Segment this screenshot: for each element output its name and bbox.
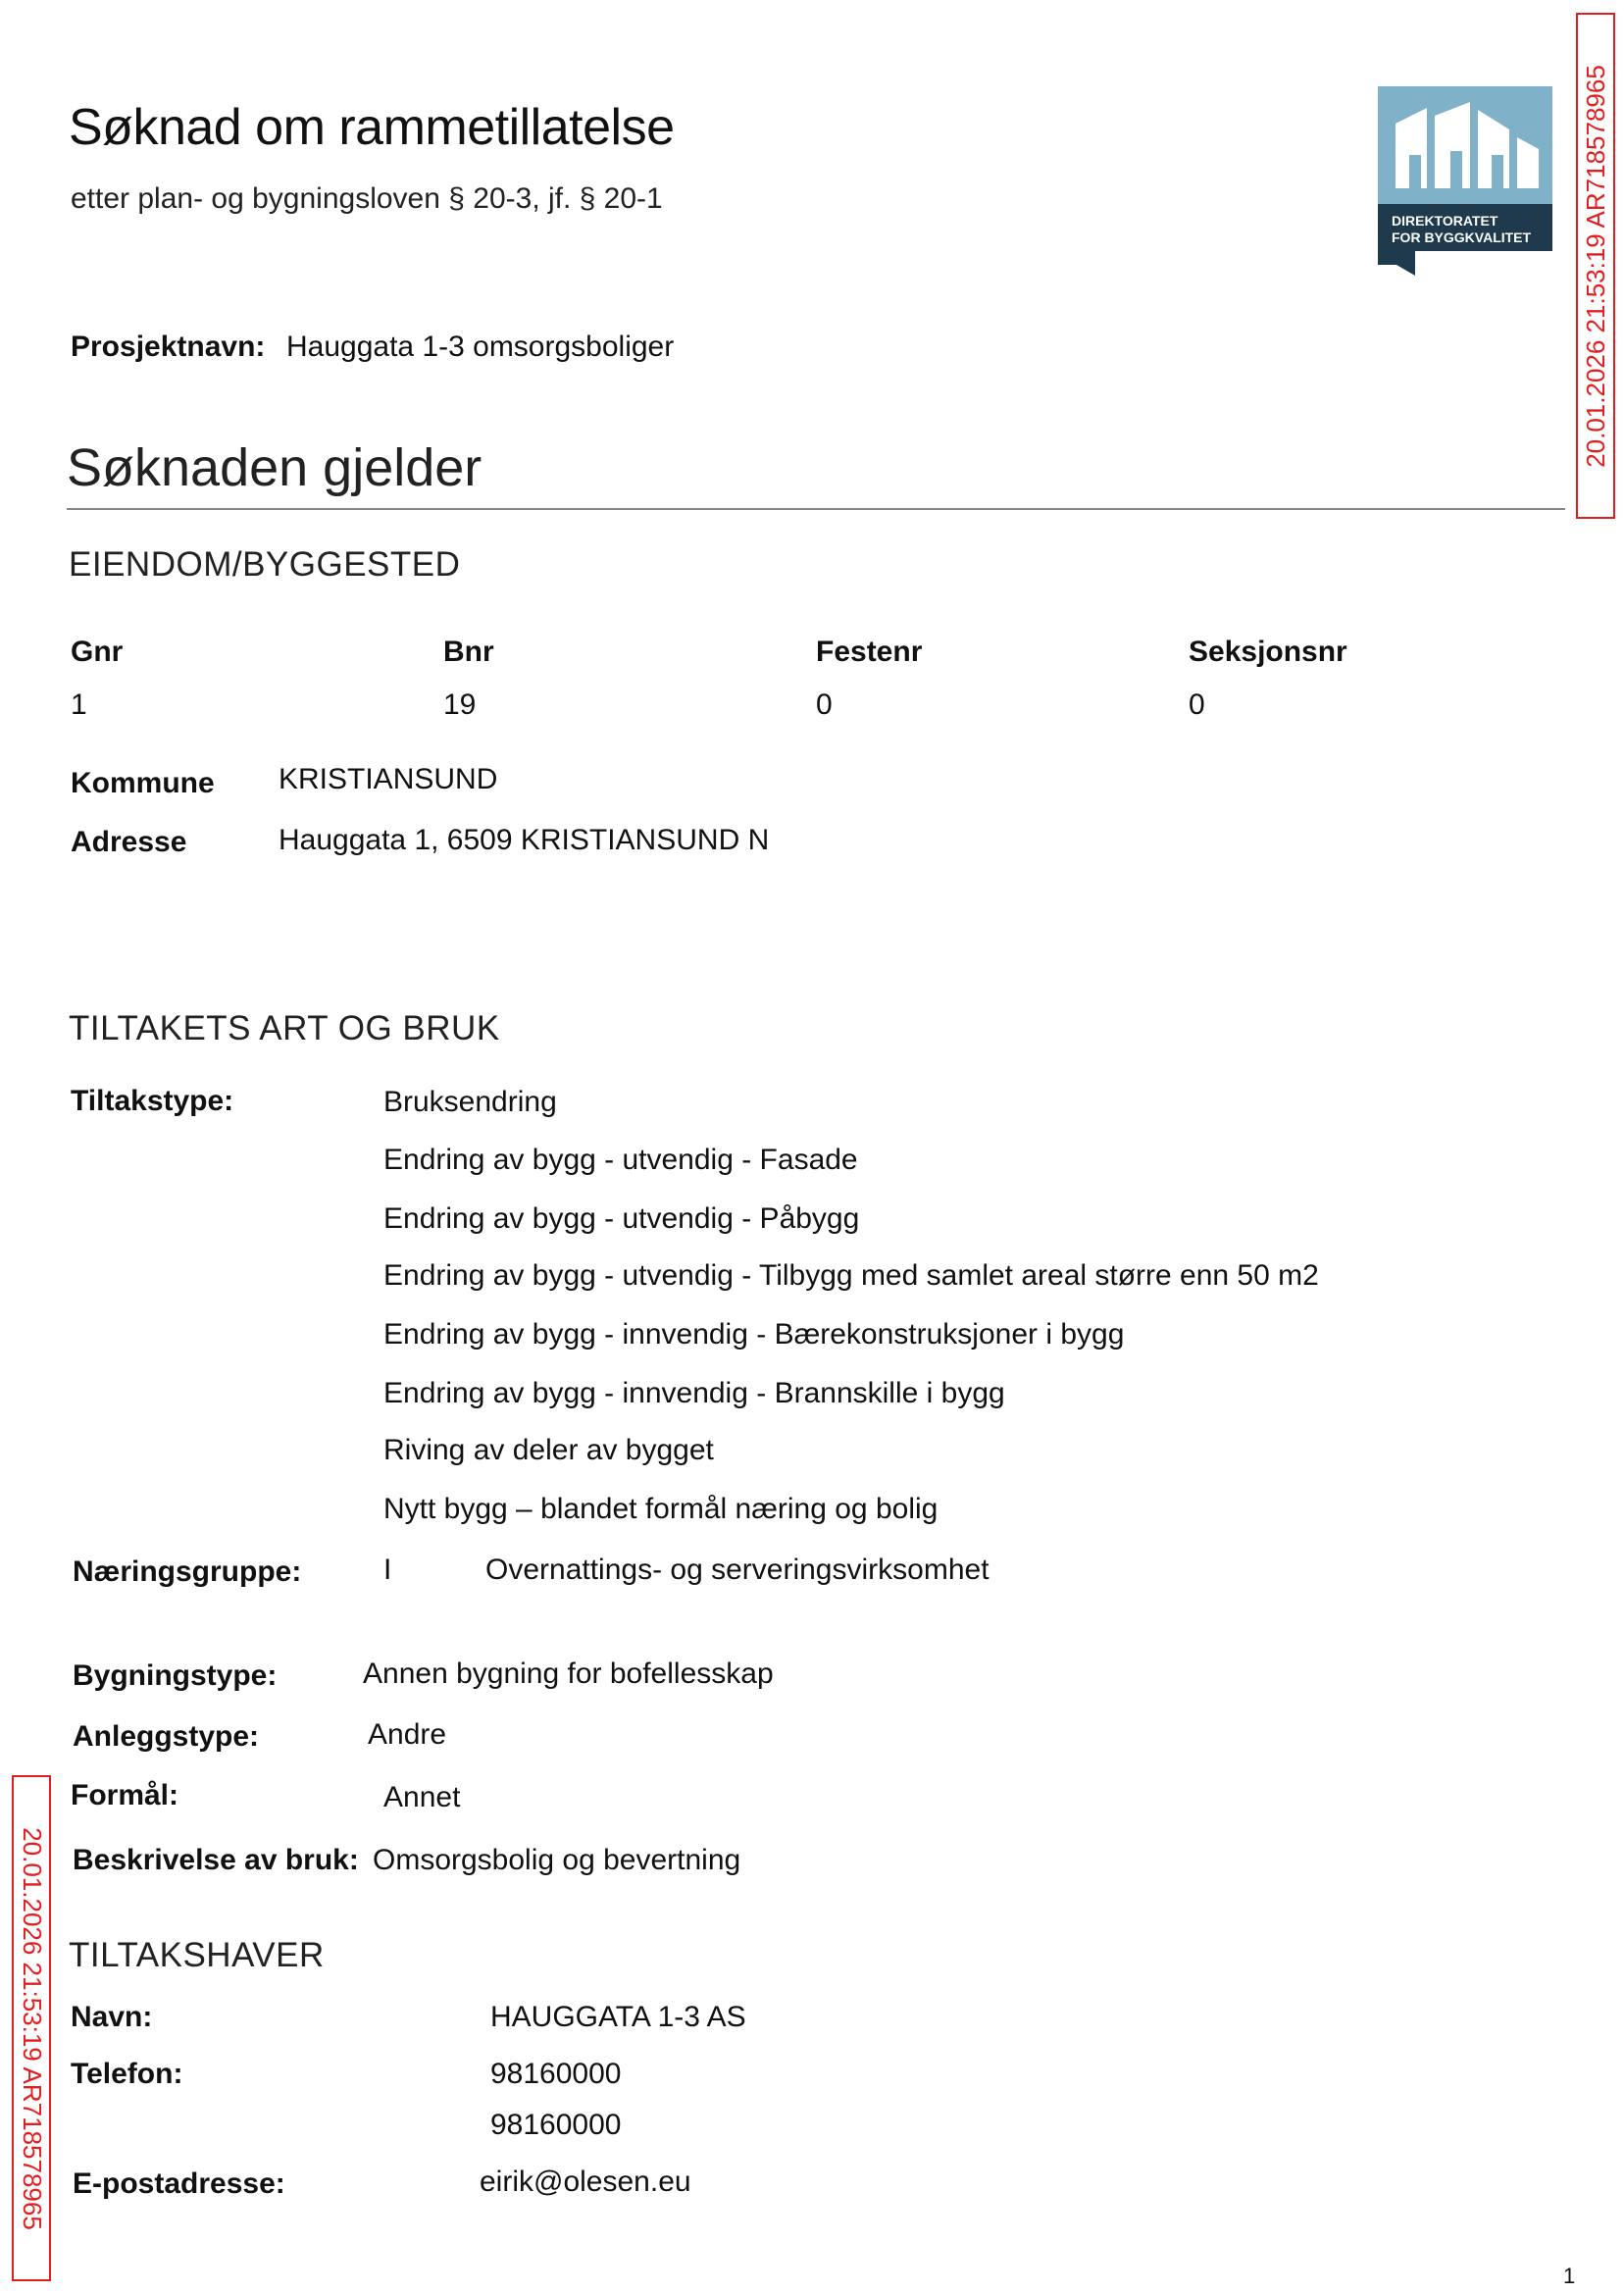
tiltakstype-item: Endring av bygg - utvendig - Fasade — [383, 1144, 858, 1176]
logo-text-line1: DIREKTORATET — [1392, 213, 1498, 229]
document-title: Søknad om rammetillatelse — [69, 99, 675, 156]
kommune-value: KRISTIANSUND — [279, 763, 498, 795]
tiltakstype-item: Endring av bygg - utvendig - Påbygg — [383, 1202, 860, 1235]
eiendom-heading: EIENDOM/BYGGESTED — [69, 545, 461, 584]
logo-text-line2: FOR BYGGKVALITET — [1392, 229, 1532, 245]
epost-value: eirik@olesen.eu — [480, 2166, 691, 2198]
stamp-text: 20.01.2026 21:53:19 AR718578965 — [17, 1826, 47, 2230]
tiltak-heading: TILTAKETS ART OG BRUK — [69, 1009, 500, 1047]
kommune-label: Kommune — [71, 767, 215, 799]
adresse-label: Adresse — [71, 826, 187, 858]
adresse-value: Hauggata 1, 6509 KRISTIANSUND N — [279, 824, 770, 856]
telefon-label: Telefon: — [71, 2058, 183, 2090]
bygningstype-label: Bygningstype: — [73, 1659, 278, 1692]
timestamp-stamp-bottom — [12, 1775, 51, 2281]
tiltakstype-item: Endring av bygg - innvendig - Brannskille i bygg — [383, 1377, 1005, 1409]
navn-value: HAUGGATA 1-3 AS — [490, 2001, 746, 2033]
gnr-label: Gnr — [71, 636, 124, 668]
project-value: Hauggata 1-3 omsorgsboliger — [286, 331, 675, 363]
tiltakshaver-heading: TILTAKSHAVER — [69, 1936, 325, 1974]
naeringsgruppe-value: Overnattings- og serveringsvirksomhet — [485, 1554, 990, 1586]
epost-label: E-postadresse: — [73, 2167, 285, 2200]
naeringsgruppe-label: Næringsgruppe: — [73, 1555, 302, 1588]
document-subtitle: etter plan- og bygningsloven § 20-3, jf. § 20-1 — [71, 182, 663, 215]
seksjonsnr-value: 0 — [1189, 688, 1205, 721]
formal-value: Annet — [383, 1781, 461, 1813]
dibk-logo — [1378, 86, 1552, 276]
stamp-text: 20.01.2026 21:53:19 AR718578965 — [1580, 64, 1610, 468]
gnr-value: 1 — [71, 688, 87, 721]
beskrivelse-value: Omsorgsbolig og bevertning — [373, 1844, 741, 1876]
tiltakstype-item: Endring av bygg - innvendig - Bærekonstruksjoner i bygg — [383, 1318, 1125, 1351]
anleggstype-value: Andre — [368, 1718, 447, 1751]
tiltakstype-label: Tiltakstype: — [71, 1085, 234, 1117]
beskrivelse-label: Beskrivelse av bruk: — [73, 1844, 359, 1876]
anleggstype-label: Anleggstype: — [73, 1720, 260, 1753]
festenr-label: Festenr — [816, 636, 923, 668]
section-divider — [67, 508, 1565, 510]
section-title: Søknaden gjelder — [67, 438, 482, 497]
formal-label: Formål: — [71, 1779, 179, 1811]
seksjonsnr-label: Seksjonsnr — [1189, 636, 1347, 668]
tiltakstype-item: Riving av deler av bygget — [383, 1434, 714, 1466]
telefon-value: 98160000 — [490, 2109, 622, 2141]
tiltakstype-item: Nytt bygg – blandet formål næring og bolig — [383, 1493, 939, 1525]
bygningstype-value: Annen bygning for bofellesskap — [363, 1657, 774, 1690]
telefon-value: 98160000 — [490, 2058, 622, 2090]
naeringsgruppe-code: I — [383, 1554, 392, 1586]
bnr-label: Bnr — [443, 636, 494, 668]
tiltakstype-item: Endring av bygg - utvendig - Tilbygg med samlet areal større enn 50 m2 — [383, 1259, 1319, 1292]
bnr-value: 19 — [443, 688, 477, 721]
timestamp-stamp-top — [1576, 13, 1615, 519]
tiltakstype-item: Bruksendring — [383, 1086, 557, 1118]
festenr-value: 0 — [816, 688, 833, 721]
project-label: Prosjektnavn: — [71, 331, 266, 363]
page-number: 1 — [1563, 2264, 1576, 2288]
navn-label: Navn: — [71, 2001, 153, 2033]
